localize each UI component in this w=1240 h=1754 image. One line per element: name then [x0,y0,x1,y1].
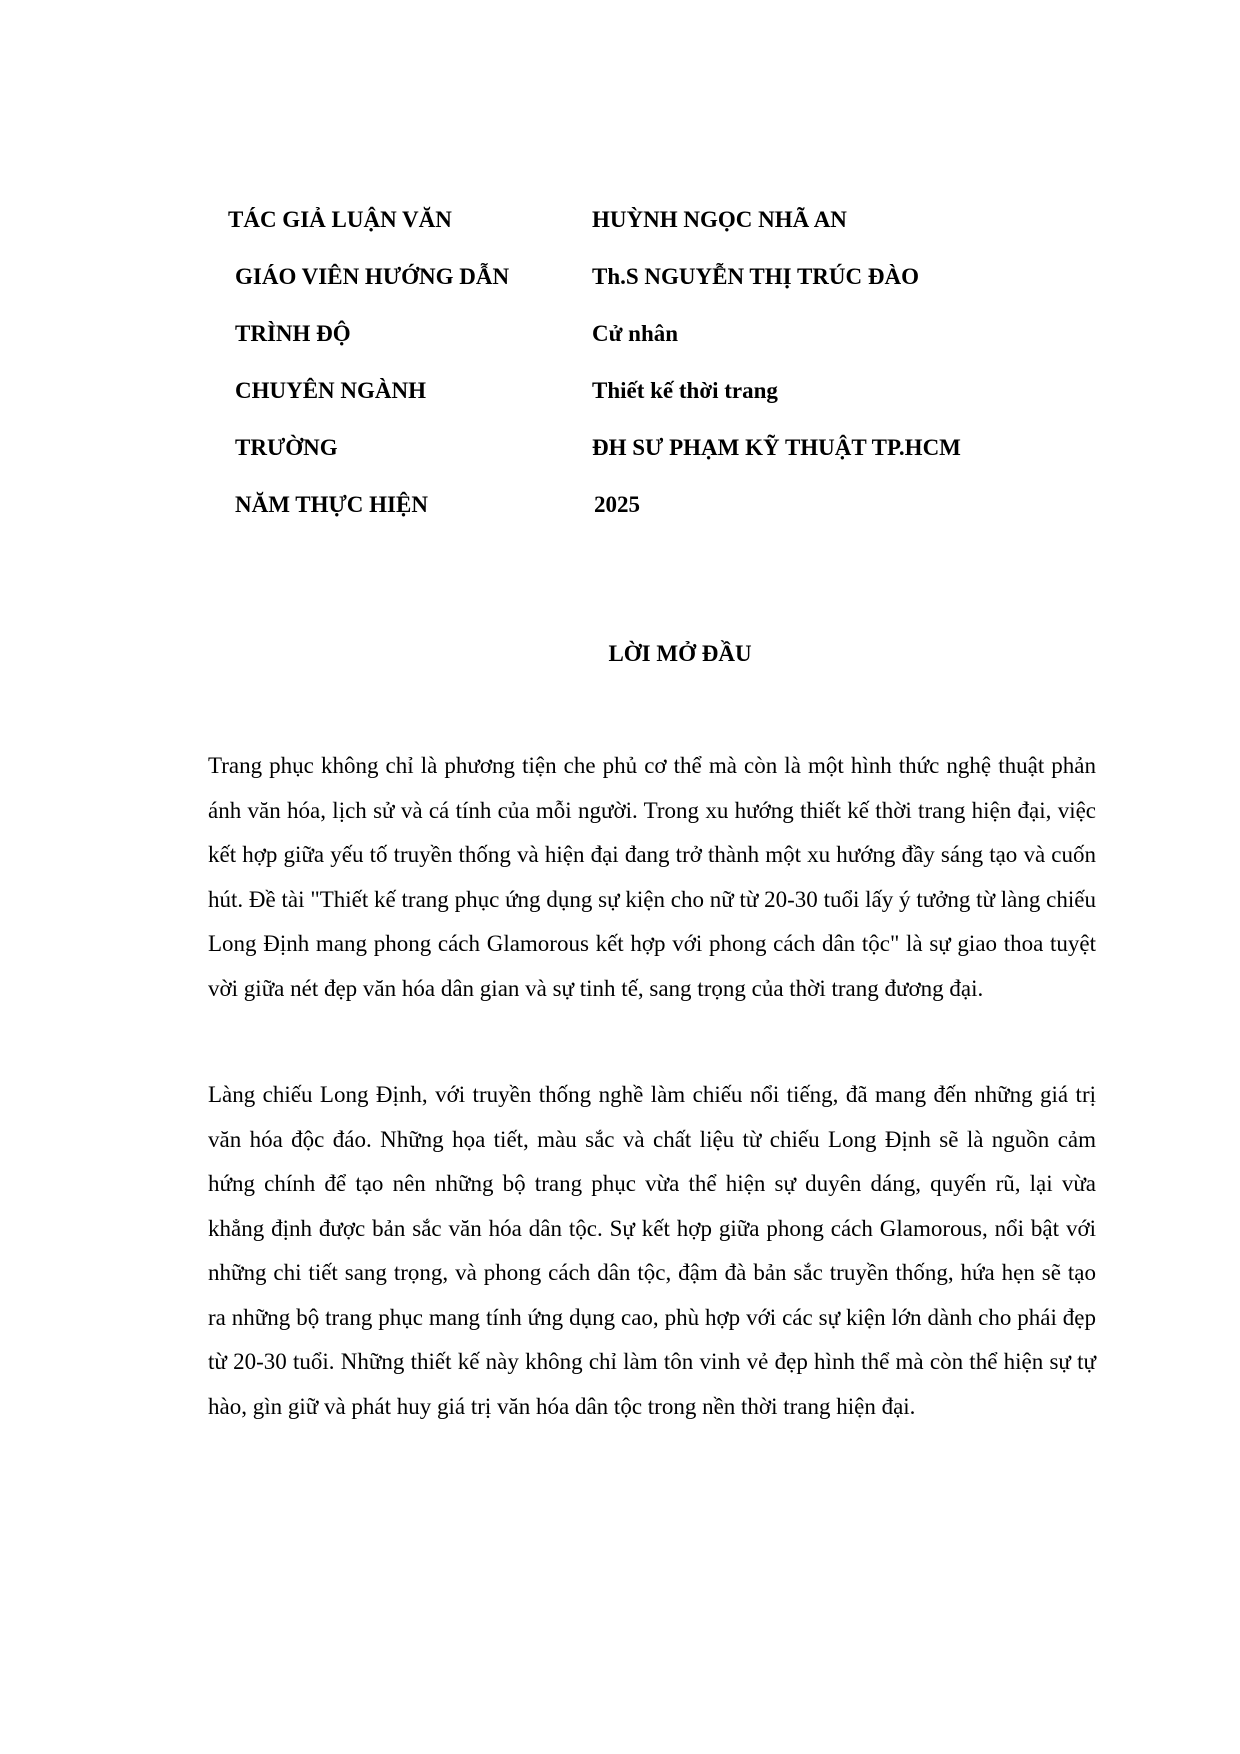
info-label: CHUYÊN NGÀNH [235,378,427,403]
info-value: 2025 [594,492,640,517]
info-value: HUỲNH NGỌC NHÃ AN [592,207,847,232]
info-value: Th.S NGUYỄN THỊ TRÚC ĐÀO [592,264,919,289]
info-label: NĂM THỰC HIỆN [235,492,428,517]
info-row-year [0,485,1240,525]
info-row-author [0,200,1240,240]
section-heading: LỜI MỞ ĐẦU [608,641,752,666]
info-label: TÁC GIẢ LUẬN VĂN [228,207,452,232]
info-row-advisor [0,257,1240,297]
info-row-school [0,428,1240,468]
info-label: TRÌNH ĐỘ [235,321,351,346]
info-row-major [0,371,1240,411]
paragraph: Trang phục không chỉ là phương tiện che phủ cơ thể mà còn là một hình thức nghệ thuật phản ánh văn hóa, lịch sử và cá tính của mỗi người. Trong xu hướng thiết kế thời trang hiện đại, việc kết hợp giữa yếu tố truyền thống và hiện đại đang trở thành một xu hướng đầy sáng tạo và cuốn hút. Đề tài "Thiết kế trang phục ứng dụng sự kiện cho nữ từ 20-30 tuổi lấy ý tưởng từ làng chiếu Long Định mang phong cách Glamorous kết hợp với phong cách dân tộc" là sự giao thoa tuyệt vời giữa nét đẹp văn hóa dân gian và sự tinh tế, sang trọng của thời trang đương đại. [208,753,1096,1001]
info-label: GIÁO VIÊN HƯỚNG DẪN [235,264,510,289]
info-row-degree [0,314,1240,354]
info-value: Cử nhân [592,321,679,346]
info-label: TRƯỜNG [235,435,338,460]
paragraph: Làng chiếu Long Định, với truyền thống nghề làm chiếu nổi tiếng, đã mang đến những giá trị văn hóa độc đáo. Những họa tiết, màu sắc và chất liệu từ chiếu Long Định sẽ là nguồn cảm hứng chính để tạo nên những bộ trang phục vừa thể hiện sự duyên dáng, quyến rũ, lại vừa khẳng định được bản sắc văn hóa dân tộc. Sự kết hợp giữa phong cách Glamorous, nổi bật với những chi tiết sang trọng, và phong cách dân tộc, đậm đà bản sắc truyền thống, hứa hẹn sẽ tạo ra những bộ trang phục mang tính ứng dụng cao, phù hợp với các sự kiện lớn dành cho phái đẹp từ 20-30 tuổi. Những thiết kế này không chỉ làm tôn vinh vẻ đẹp hình thể mà còn thể hiện sự tự hào, gìn giữ và phát huy giá trị văn hóa dân tộc trong nền thời trang hiện đại. [208,1082,1096,1419]
info-value: Thiết kế thời trang [592,378,778,403]
info-value: ĐH SƯ PHẠM KỸ THUẬT TP.HCM [592,435,961,460]
